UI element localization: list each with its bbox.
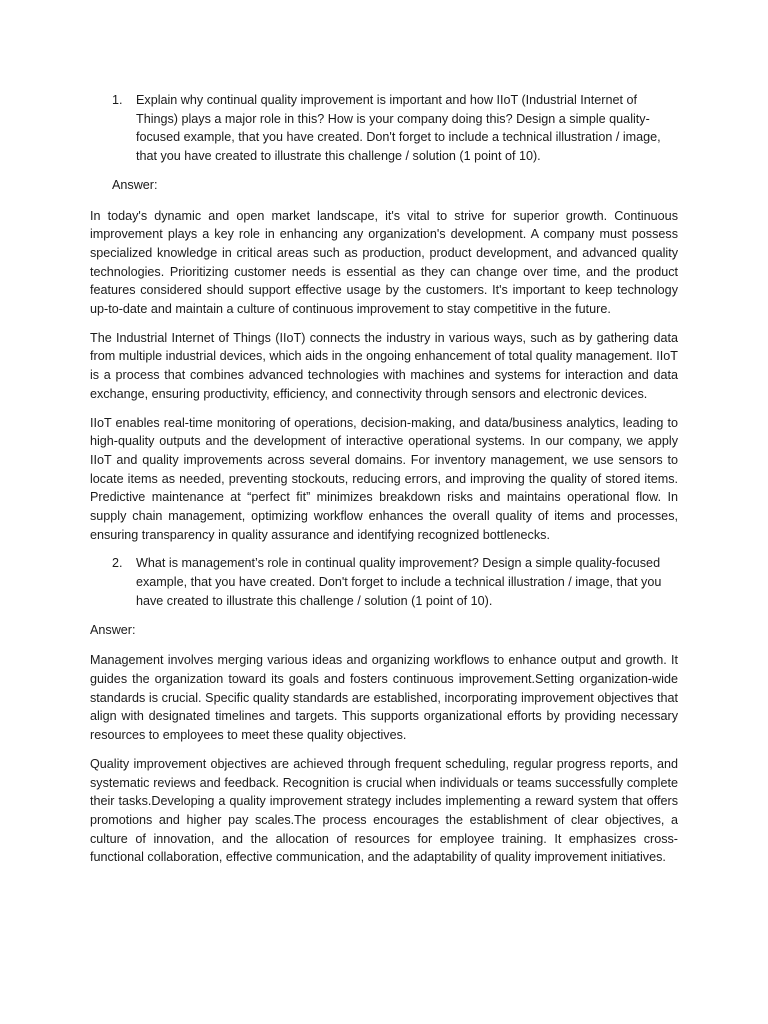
answer-2-paragraph-2: Quality improvement objectives are achieved through frequent scheduling, regular progress reports, and systematic reviews and feedback. Recognition is crucial when individuals or teams successfully complete their tasks.Developing a quality improvement strategy includes implementing a reward system that offers promotions and higher pay scales.The process encourages the establishment of clear objectives, a culture of innovation, and the allocation of resources for employee training. It emphasizes cross-functional collaboration, effective communication, and the adaptability of quality improvement initiatives.: [90, 756, 678, 865]
question-1-text: Explain why continual quality improvement is important and how IIoT (Industrial Internet of Things) plays a major role in this? How is your company doing this? Design a simple quality-focused example, that you have created. Don't forget to include a technical illustration / image, that you have created to illustrate this challenge / solution (1 point of 10).: [136, 93, 661, 164]
question-1: [90, 91, 678, 166]
question-1-number: 1.: [112, 93, 123, 107]
answer-1-paragraph-3: IIoT enables real-time monitoring of operations, decision-making, and data/business analytics, leading to high-quality outputs and the development of interactive operational systems. In our company, we apply IIoT and quality improvements across several domains. For inventory management, we use sensors to locate items as needed, preventing stockouts, reducing errors, and improving the quality of stored items. Predictive maintenance at “perfect fit” minimizes breakdown risks and maintains operational flow. In supply chain management, optimizing workflow enhances the overall quality of items and processes, ensuring transparency in quality assurance and identifying recognized bottlenecks.: [90, 415, 678, 542]
document-page: [90, 91, 678, 877]
question-2-number: 2.: [112, 556, 123, 571]
answer-1-label: Answer:: [112, 177, 158, 192]
answer-1-paragraph-1: In today's dynamic and open market landscape, it's vital to strive for superior growth. Continuous improvement plays a key role in enhancing any organization's development. A company must possess specialized knowledge in critical areas such as production, product development, and advanced quality technologies. Prioritizing customer needs is essential as they can change over time, and the product features considered should support effective usage by the customers. It's important to keep technology up-to-date and maintain a culture of continuous improvement to stay competitive in the future.: [90, 208, 678, 317]
answer-2-paragraph-1: Management involves merging various ideas and organizing workflows to enhance output and growth. It guides the organization toward its goals and fosters continuous improvement.Setting organization-wide standards is crucial. Specific quality standards are established, incorporating improvement objectives that align with designated timelines and targets. This supports organizational efforts by providing necessary resources to employees to meet these quality objectives.: [90, 653, 678, 743]
question-2: [90, 554, 678, 610]
answer-1-paragraph-2: The Industrial Internet of Things (IIoT) connects the industry in various ways, such as by gathering data from multiple industrial devices, which aids in the ongoing enhancement of total quality management. IIoT is a process that combines advanced technologies with machines and systems for interaction and data exchange, ensuring productivity, efficiency, and connectivity through sensors and electronic devices.: [90, 330, 678, 401]
question-2-text: What is management’s role in continual quality improvement? Design a simple quality-focused example, that you have created. Don't forget to include a technical illustration / image, that you have created to illustrate this challenge / solution (1 point of 10).: [136, 556, 662, 608]
answer-2-label: Answer:: [90, 622, 136, 637]
